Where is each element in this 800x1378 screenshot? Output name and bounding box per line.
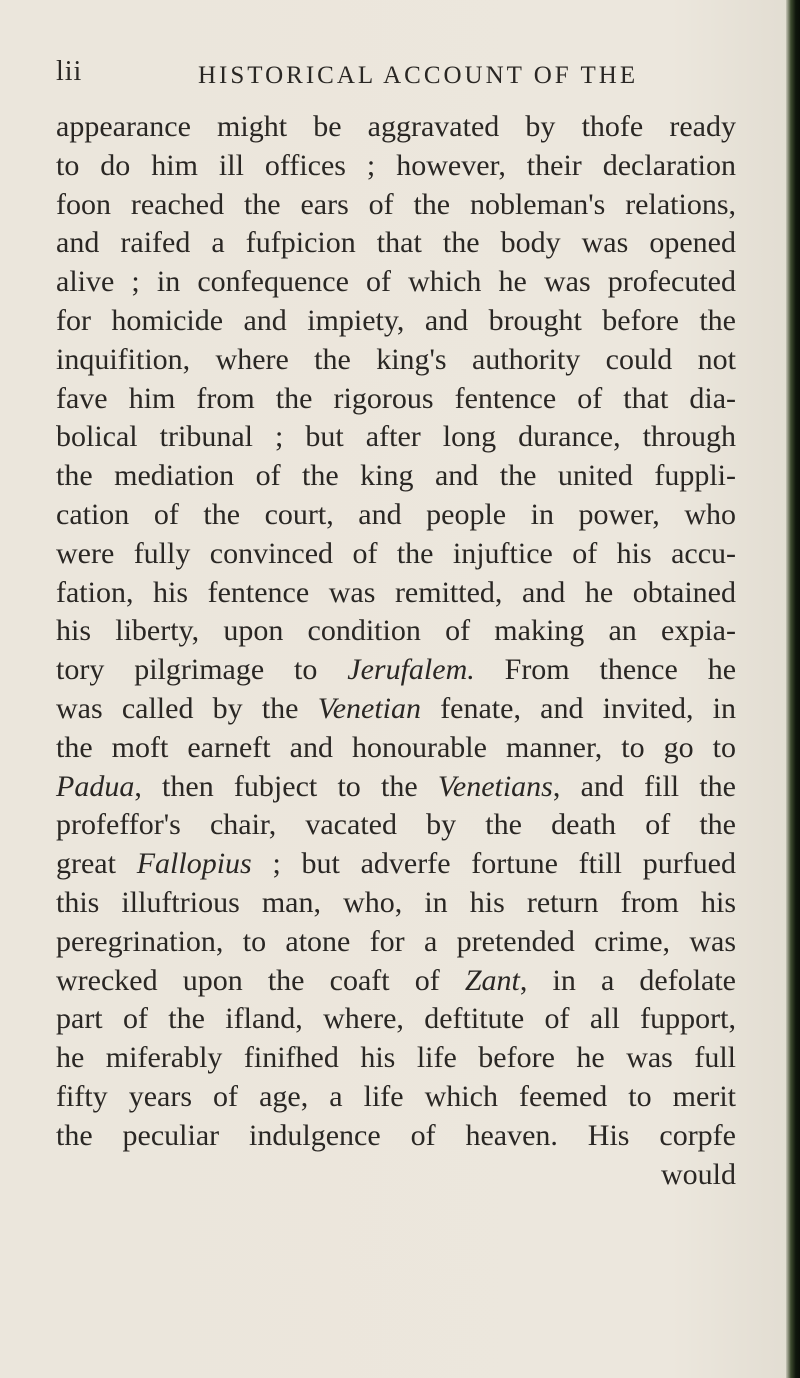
text-run: the moft earneft and honourable manner, to go to bbox=[56, 730, 736, 764]
text-line bbox=[56, 186, 736, 225]
text-line bbox=[56, 380, 736, 419]
text-run: tory pilgrimage to bbox=[56, 653, 348, 687]
text-line bbox=[56, 690, 736, 729]
text-line bbox=[56, 768, 736, 807]
text-run: foon reached the ears of the nobleman's relations, bbox=[56, 187, 736, 221]
text-line bbox=[56, 1117, 736, 1156]
text-line bbox=[56, 612, 736, 651]
text-line bbox=[56, 263, 736, 302]
text-line bbox=[56, 962, 736, 1001]
text-line bbox=[56, 496, 736, 535]
text-run: part of the ifland, where, deftitute of all fupport, bbox=[56, 1002, 736, 1036]
catchword: would bbox=[661, 1157, 736, 1191]
text-run: bolical tribunal ; but after long durance, through bbox=[56, 420, 736, 454]
page-edge-shadow bbox=[786, 0, 800, 1378]
text-run: , in a defolate bbox=[519, 963, 736, 997]
text-run: cation of the court, and people in power, who bbox=[56, 497, 736, 531]
text-run: From thence he bbox=[474, 653, 737, 687]
text-line bbox=[56, 1039, 736, 1078]
text-line bbox=[56, 729, 736, 768]
text-run: great bbox=[56, 847, 137, 881]
text-line bbox=[56, 302, 736, 341]
text-run: fave him from the rigorous fentence of that dia- bbox=[56, 381, 736, 415]
italic-run: Zant bbox=[464, 963, 520, 997]
text-line bbox=[56, 845, 736, 884]
text-run: peregrination, to atone for a pretended crime, was bbox=[56, 924, 736, 958]
text-run: wrecked upon the coaft of bbox=[56, 963, 465, 997]
text-line bbox=[56, 806, 736, 845]
italic-run: Jerufalem. bbox=[347, 653, 475, 687]
text-run: the mediation of the king and the united fuppli- bbox=[56, 459, 736, 493]
text-line bbox=[56, 341, 736, 380]
text-line bbox=[56, 574, 736, 613]
text-run: , and fill the bbox=[552, 769, 736, 803]
text-run: , then fubject to the bbox=[134, 769, 438, 803]
text-line bbox=[56, 224, 736, 263]
body-text bbox=[56, 108, 736, 1194]
text-line bbox=[56, 535, 736, 574]
text-run: was called by the bbox=[56, 691, 318, 725]
running-head: HISTORICAL ACCOUNT OF THE bbox=[198, 62, 639, 89]
text-run: for homicide and impiety, and brought before the bbox=[56, 303, 736, 337]
text-line bbox=[56, 884, 736, 923]
text-run: he miferably finifhed his life before he was full bbox=[56, 1041, 736, 1075]
italic-run: Padua bbox=[56, 769, 135, 803]
text-run: the peculiar indulgence of heaven. His corpfe bbox=[56, 1118, 736, 1152]
page-number: lii bbox=[56, 56, 83, 87]
text-run: were fully convinced of the injuftice of his accu- bbox=[56, 536, 736, 570]
text-line bbox=[56, 651, 736, 690]
page-header bbox=[56, 56, 736, 96]
text-line bbox=[56, 1000, 736, 1039]
text-run: to do him ill offices ; however, their declaration bbox=[56, 148, 736, 182]
text-run: inquifition, where the king's authority could not bbox=[56, 342, 736, 376]
text-line bbox=[56, 457, 736, 496]
text-run: this illuftrious man, who, in his return from his bbox=[56, 885, 736, 919]
text-line bbox=[56, 147, 736, 186]
text-run: and raifed a fufpicion that the body was opened bbox=[56, 226, 736, 260]
text-run: ; but adverfe fortune ftill purfued bbox=[251, 847, 736, 881]
text-run: profeffor's chair, vacated by the death of the bbox=[56, 808, 736, 842]
text-line bbox=[56, 1078, 736, 1117]
text-line bbox=[56, 108, 736, 147]
text-line bbox=[56, 923, 736, 962]
italic-run: Venetian bbox=[317, 691, 421, 725]
text-run: fifty years of age, a life which feemed to merit bbox=[56, 1079, 736, 1113]
text-run: fenate, and invited, in bbox=[421, 691, 736, 725]
text-run: his liberty, upon condition of making an expia- bbox=[56, 614, 736, 648]
text-run: appearance might be aggravated by thofe ready bbox=[56, 110, 736, 143]
italic-run: Fallopius bbox=[136, 847, 252, 881]
text-line bbox=[56, 418, 736, 457]
text-run: alive ; in confequence of which he was profecuted bbox=[56, 265, 736, 299]
text-run: fation, his fentence was remitted, and he obtained bbox=[56, 575, 736, 609]
italic-run: Venetians bbox=[437, 769, 553, 803]
